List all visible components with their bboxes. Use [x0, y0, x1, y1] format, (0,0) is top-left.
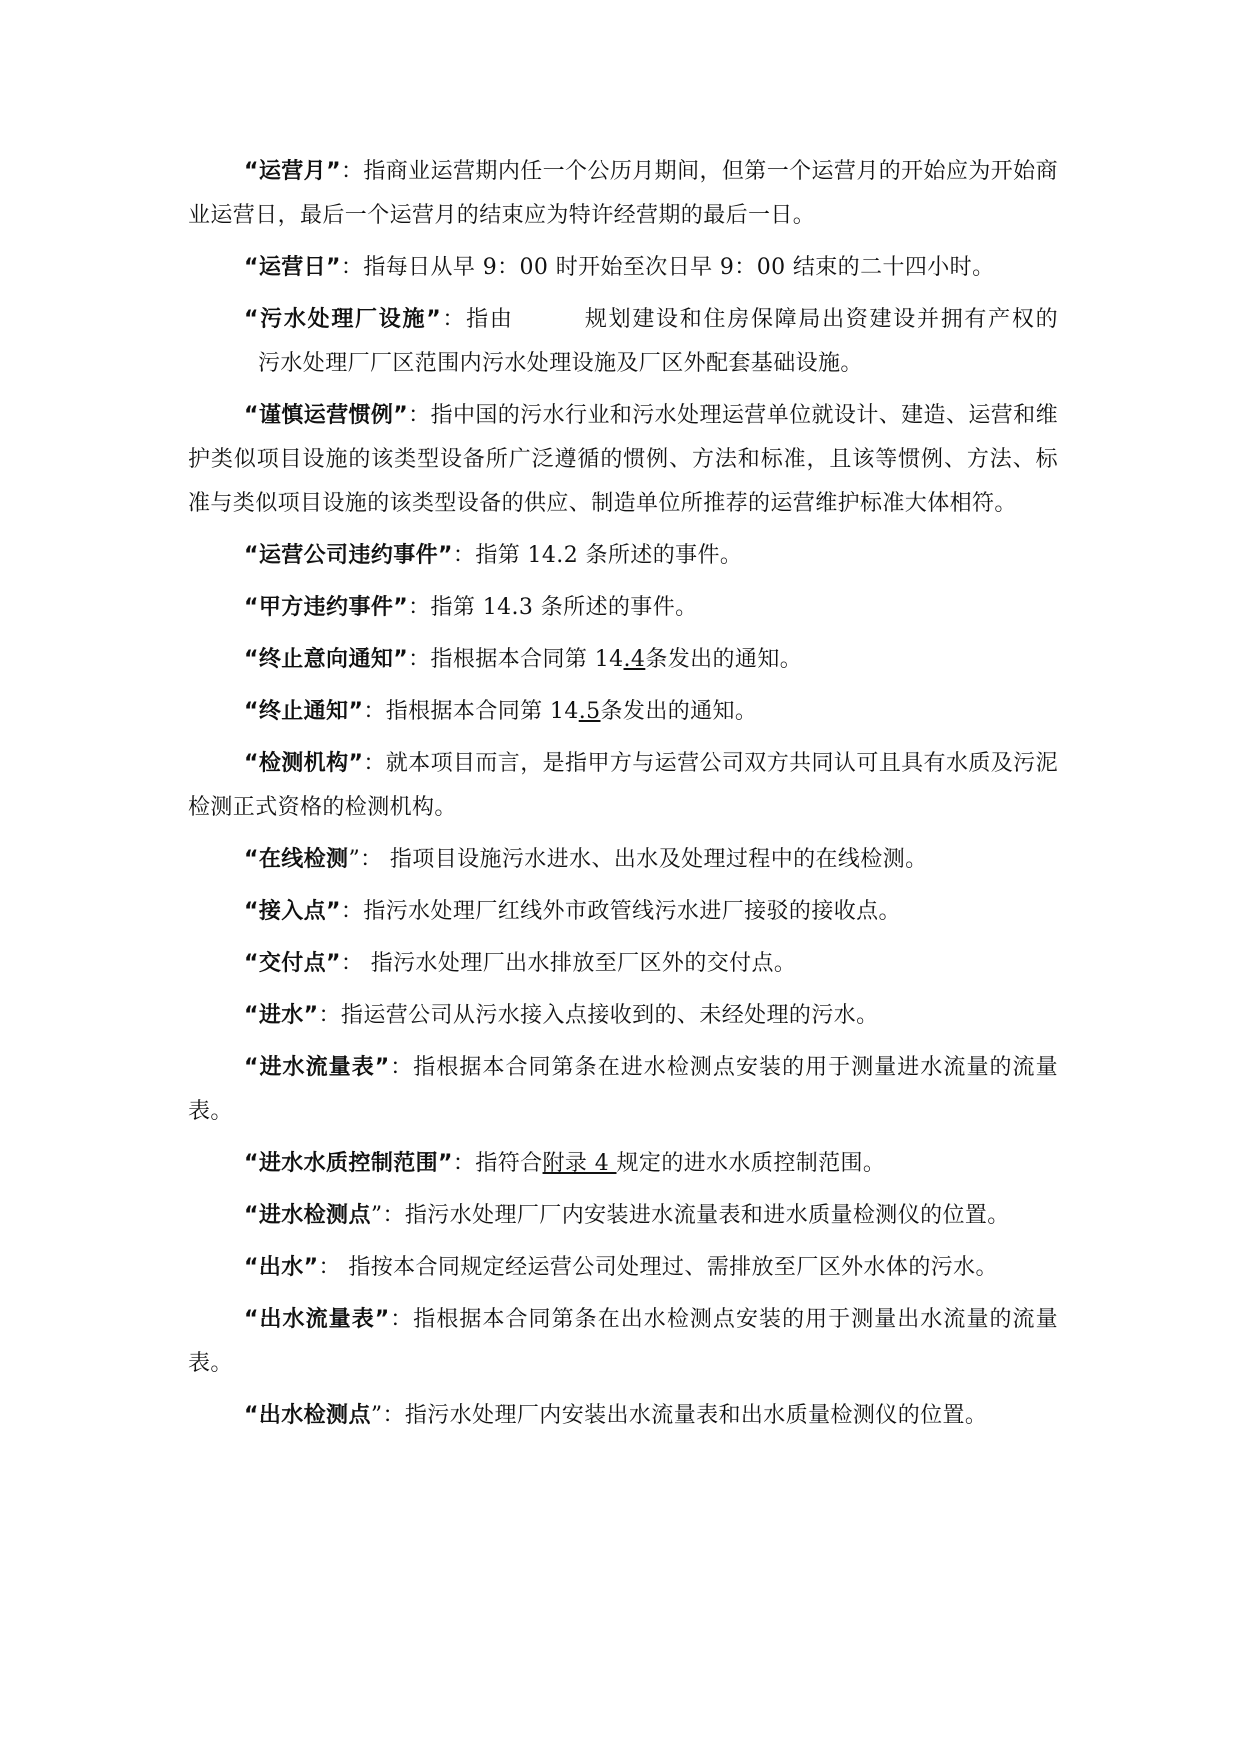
definition-paragraph: [188, 890, 1058, 934]
underlined-reference: .4: [623, 647, 646, 672]
definition-paragraph: [188, 690, 1058, 734]
definition-paragraph: [188, 1394, 1058, 1438]
definition-text: 规划建设和住房保障局出资建设并拥有产权的: [583, 307, 1058, 332]
definition-term: “运营日”: [244, 255, 341, 280]
definition-paragraph: [188, 994, 1058, 1038]
definition-term: “出水”: [244, 1255, 319, 1280]
definition-paragraph: [188, 1246, 1058, 1290]
definition-text: ：指第 14.3 条所述的事件。: [408, 595, 698, 620]
definition-term: “出水流量表”: [244, 1307, 390, 1332]
definition-text: ”：指污水处理厂内安装出水流量表和出水质量检测仪的位置。: [370, 1403, 988, 1428]
definition-term: “谨慎运营惯例”: [244, 403, 409, 428]
definition-text: ：指污水处理厂红线外市政管线污水进厂接驳的接收点。: [340, 899, 901, 924]
definition-paragraph: [188, 394, 1058, 526]
definition-paragraph: [188, 1298, 1058, 1386]
definition-paragraph: [188, 246, 1058, 290]
definition-text: ”：指污水处理厂厂内安装进水流量表和进水质量检测仪的位置。: [370, 1203, 1010, 1228]
definition-term: “甲方违约事件”: [244, 595, 409, 620]
definition-paragraph: [188, 1046, 1058, 1134]
underlined-reference: 附录 4: [542, 1151, 617, 1176]
definition-paragraph: [188, 586, 1058, 630]
definition-text: ：指符合: [452, 1151, 543, 1176]
definition-text: ： 指污水处理厂出水排放至厂区外的交付点。: [340, 951, 797, 976]
definition-text: ：指根据本合同第条在进水检测点安装的用于测量进水流量的流量表。: [188, 1055, 1058, 1124]
definition-term: “终止通知”: [244, 699, 364, 724]
definition-text: ：指运营公司从污水接入点接收到的、未经处理的污水。: [318, 1003, 879, 1028]
definition-text: ：指根据本合同第条在出水检测点安装的用于测量出水流量的流量表。: [188, 1307, 1058, 1376]
definition-text: ：就本项目而言，是指甲方与运营公司双方共同认可且具有水质及污泥检测正式资格的检测机构。: [188, 751, 1058, 820]
definition-text: ：指由: [441, 307, 514, 332]
definition-text: ”： 指项目设施污水进水、出水及处理过程中的在线检测。: [348, 847, 928, 872]
definition-term: “在线检测: [244, 847, 349, 872]
definitions-list: [188, 150, 1058, 1446]
definition-text: 污水处理厂厂区范围内污水处理设施及厂区外配套基础设施。: [258, 351, 863, 376]
definition-term: “运营公司违约事件”: [244, 543, 453, 568]
underlined-reference: .5: [578, 699, 601, 724]
definition-term: “终止意向通知”: [244, 647, 409, 672]
definition-text: ：指第 14.2 条所述的事件。: [452, 543, 743, 568]
definition-text: ： 指按本合同规定经运营公司处理过、需排放至厂区外水体的污水。: [318, 1255, 998, 1280]
definition-term: “进水水质控制范围”: [244, 1151, 453, 1176]
definition-paragraph: [188, 1142, 1058, 1186]
definition-text: ：指商业运营期内任一个公历月期间，但第一个运营月的开始应为开始商业运营日，最后一个运营月的结束应为特许经营期的最后一日。: [188, 159, 1058, 228]
definition-paragraph: [188, 838, 1058, 882]
definition-paragraph: [188, 1194, 1058, 1238]
definition-paragraph: [188, 534, 1058, 578]
definition-text: 条发出的通知。: [600, 699, 758, 724]
definition-paragraph: [188, 150, 1058, 238]
definition-term: “进水”: [244, 1003, 319, 1028]
definition-text: ：指中国的污水行业和污水处理运营单位就设计、建造、运营和维护类似项目设施的该类型设备所广泛遵循的惯例、方法和标准，且该等惯例、方法、标准与类似项目设施的该类型设备的供应、制造单位所推荐的运营维护标准大体相符。: [188, 403, 1058, 516]
definition-paragraph: [188, 638, 1058, 682]
definition-paragraph: [188, 942, 1058, 986]
definition-term: “进水流量表”: [244, 1055, 390, 1080]
definition-paragraph: [188, 298, 1058, 386]
definition-text: ：指根据本合同第 14: [363, 699, 579, 724]
definition-term: “检测机构”: [244, 751, 364, 776]
definition-text: 条发出的通知。: [645, 647, 803, 672]
definition-term: “污水处理厂设施”: [244, 307, 442, 332]
definition-term: “交付点”: [244, 951, 341, 976]
definition-term: “运营月”: [244, 159, 341, 184]
definition-term: “出水检测点: [244, 1403, 371, 1428]
definition-text: ：指每日从早 9：00 时开始至次日早 9：00 结束的二十四小时。: [340, 255, 995, 280]
definition-term: “接入点”: [244, 899, 341, 924]
definition-text: 规定的进水水质控制范围。: [616, 1151, 886, 1176]
definition-text: ：指根据本合同第 14: [408, 647, 624, 672]
definition-paragraph: [188, 742, 1058, 830]
definition-term: “进水检测点: [244, 1203, 371, 1228]
